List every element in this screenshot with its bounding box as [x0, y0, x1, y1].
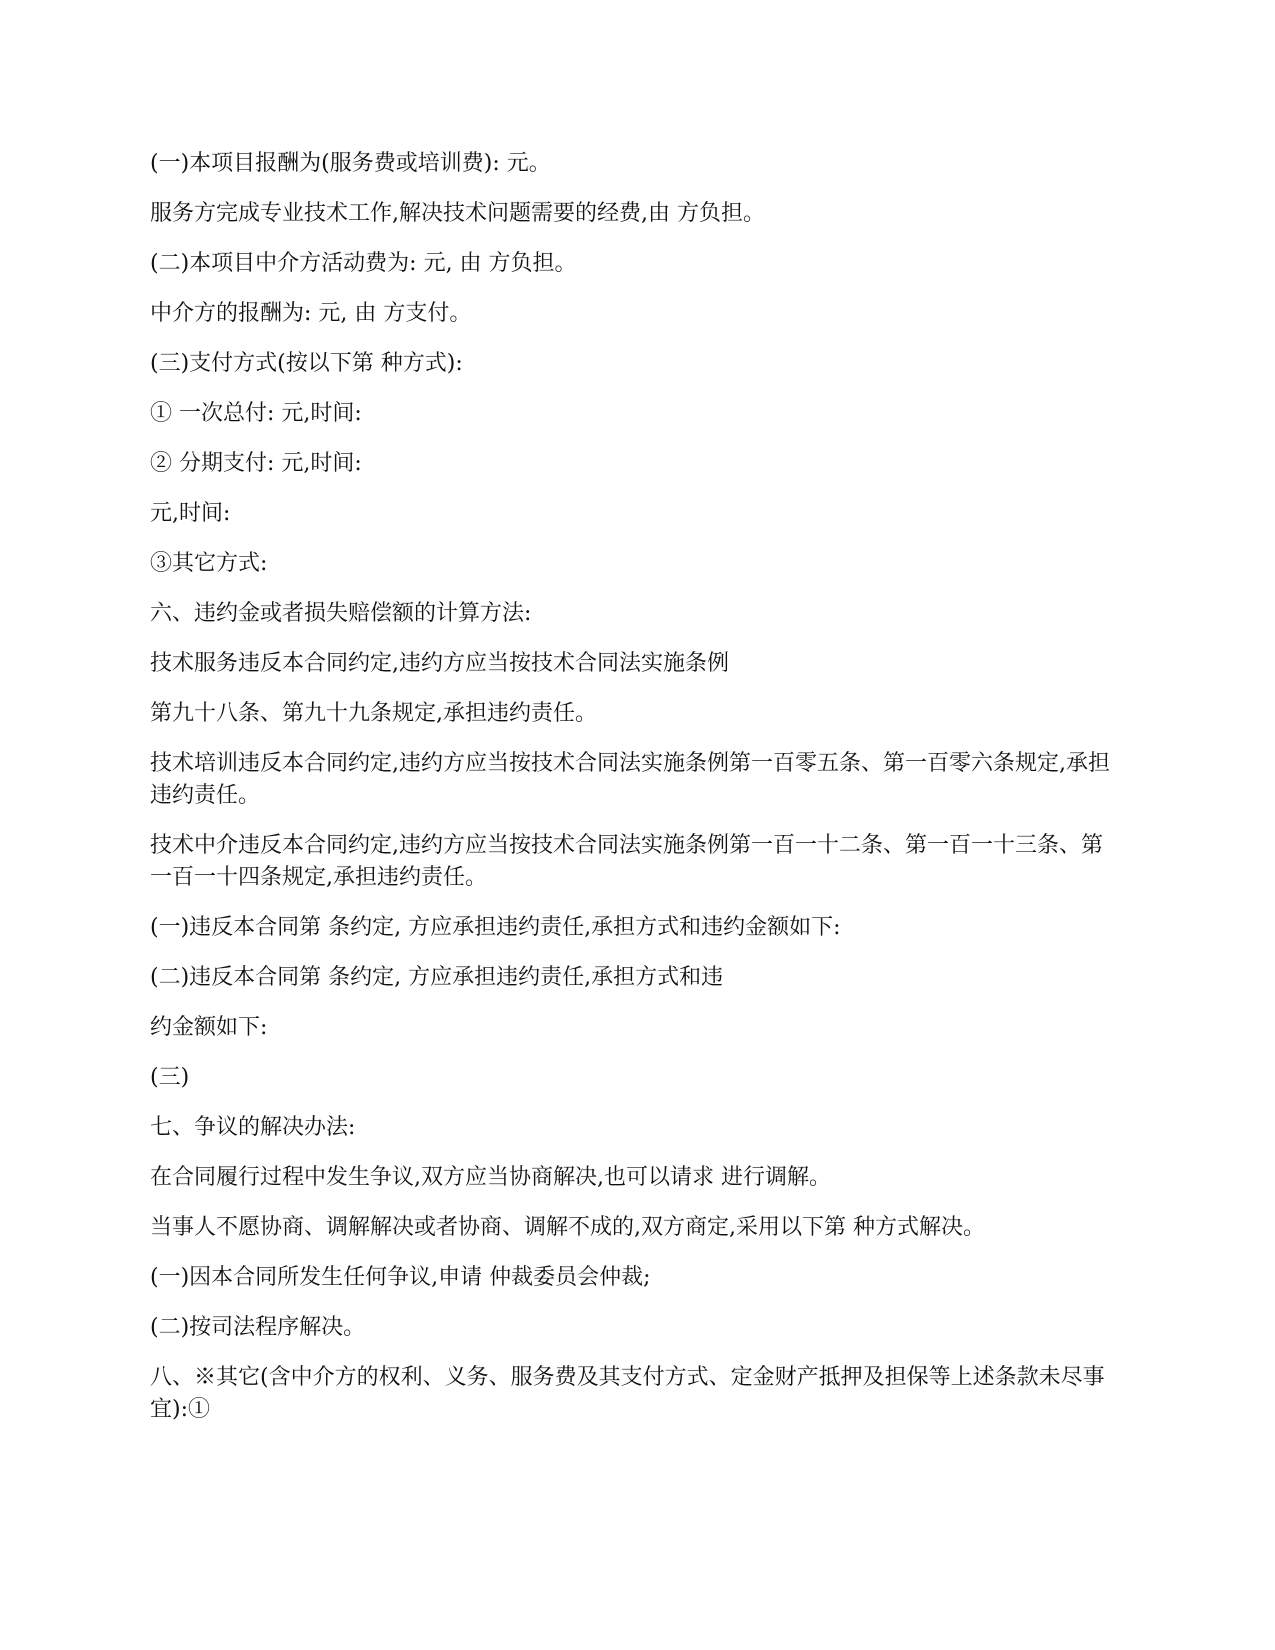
- paragraph-payment-method: (三)支付方式(按以下第 种方式):: [150, 351, 463, 376]
- section-heading-penalty: 六、违约金或者损失赔偿额的计算方法:: [150, 601, 532, 626]
- paragraph-intermediary-remuneration: 中介方的报酬为: 元, 由 方支付。: [150, 301, 472, 326]
- paragraph-other-method: ③其它方式:: [150, 551, 268, 576]
- paragraph-remuneration: (一)本项目报酬为(服务费或培训费): 元。: [150, 151, 551, 176]
- paragraph-lump-sum-payment: ① 一次总付: 元,时间:: [150, 401, 362, 426]
- paragraph-installment-payment: ② 分期支付: 元,时间:: [150, 451, 362, 476]
- paragraph-training-breach: 技术培训违反本合同约定,违约方应当按技术合同法实施条例第一百零五条、第一百零六条规定,承担违约责任。: [150, 751, 1110, 808]
- paragraph-service-expense: 服务方完成专业技术工作,解决技术问题需要的经费,由 方负担。: [150, 201, 765, 226]
- paragraph-service-breach: 技术服务违反本合同约定,违约方应当按技术合同法实施条例: [150, 651, 729, 676]
- paragraph-dispute-resolution-choice: 当事人不愿协商、调解解决或者协商、调解不成的,双方商定,采用以下第 种方式解决。: [150, 1215, 985, 1240]
- paragraph-intermediary-breach: 技术中介违反本合同约定,违约方应当按技术合同法实施条例第一百一十二条、第一百一十三条、第一百一十四条规定,承担违约责任。: [150, 833, 1103, 890]
- paragraph-intermediary-activity-fee: (二)本项目中介方活动费为: 元, 由 方负担。: [150, 251, 577, 276]
- paragraph-breach-clause-one: (一)违反本合同第 条约定, 方应承担违约责任,承担方式和违约金额如下:: [150, 915, 841, 940]
- document-body: [150, 148, 1110, 1444]
- paragraph-service-breach-articles: 第九十八条、第九十九条规定,承担违约责任。: [150, 701, 597, 726]
- paragraph-breach-amount: 约金额如下:: [150, 1015, 268, 1040]
- paragraph-installment-time: 元,时间:: [150, 501, 231, 526]
- section-heading-other: 八、※其它(含中介方的权利、义务、服务费及其支付方式、定金财产抵押及担保等上述条款未尽事宜):①: [150, 1365, 1105, 1422]
- paragraph-breach-clause-three: (三): [150, 1065, 190, 1090]
- section-heading-dispute: 七、争议的解决办法:: [150, 1115, 356, 1140]
- paragraph-dispute-mediation: 在合同履行过程中发生争议,双方应当协商解决,也可以请求 进行调解。: [150, 1165, 831, 1190]
- paragraph-arbitration: (一)因本合同所发生任何争议,申请 仲裁委员会仲裁;: [150, 1265, 651, 1290]
- paragraph-judicial-procedure: (二)按司法程序解决。: [150, 1315, 366, 1340]
- paragraph-breach-clause-two: (二)违反本合同第 条约定, 方应承担违约责任,承担方式和违: [150, 965, 724, 990]
